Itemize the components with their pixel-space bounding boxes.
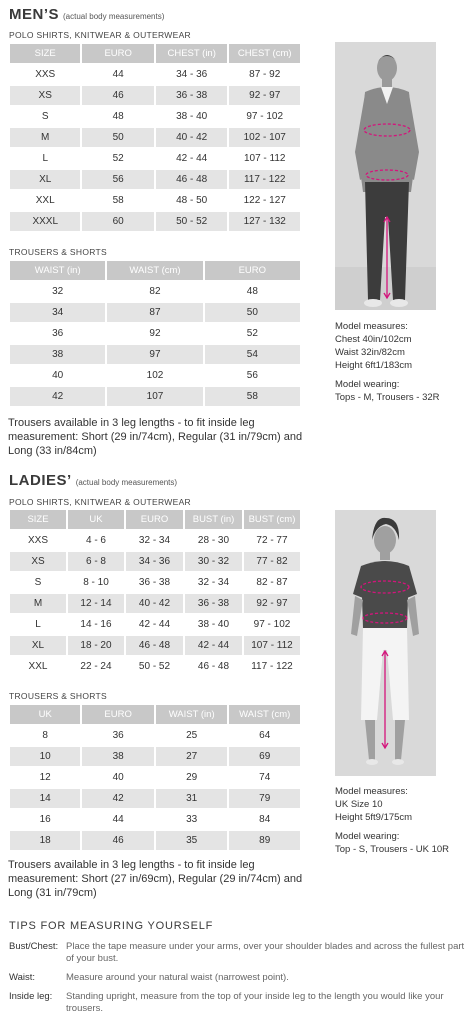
tip-label: Waist: — [9, 972, 36, 983]
tip-text: Standing upright, measure from the top of your inside leg to the length you would like your trousers. — [66, 991, 444, 1014]
table-cell: 27 — [156, 747, 228, 766]
ladies-model-measures-title: Model measures: — [335, 786, 408, 797]
table-cell: 46 — [82, 831, 154, 850]
table-cell: 38 — [10, 345, 105, 364]
table-cell: 58 — [205, 387, 300, 406]
table-cell: 82 — [149, 286, 161, 297]
table-row — [10, 324, 300, 343]
table-cell: 122 - 127 — [243, 195, 286, 206]
table-cell: 32 - 34 — [197, 577, 230, 588]
table-cell: 107 — [107, 387, 202, 406]
table-header-row — [10, 510, 300, 529]
table-cell: 46 - 48 — [197, 661, 230, 672]
mens-tops-table — [8, 42, 302, 233]
table-cell: 40 - 42 — [156, 128, 228, 147]
table-cell: 28 - 30 — [197, 535, 230, 546]
ladies-model-measure-size: UK Size 10 — [335, 799, 383, 810]
table-cell: 46 - 48 — [126, 636, 183, 655]
table-cell: 48 — [112, 111, 124, 122]
table-cell: 50 — [82, 128, 153, 147]
ladies-subtitle: (actual body measurements) — [75, 478, 178, 487]
table-row — [10, 107, 300, 126]
column-header: WAIST (in) — [156, 705, 228, 724]
table-cell: 56 — [246, 370, 258, 381]
table-cell: 97 — [107, 345, 202, 364]
mens-model-wearing-title: Model wearing: — [335, 379, 400, 390]
table-cell: 4 - 6 — [85, 535, 106, 546]
mens-model-measure-chest: Chest 40in/102cm — [335, 334, 412, 345]
table-cell: 42 — [82, 789, 154, 808]
table-cell: S — [34, 577, 42, 588]
table-cell: 44 — [112, 69, 124, 80]
mens-trousers-table — [8, 259, 302, 408]
table-cell: 56 — [82, 170, 153, 189]
table-cell: 29 — [186, 772, 198, 783]
table-row — [10, 747, 300, 766]
table-cell: 18 — [10, 831, 80, 850]
table-cell: 38 — [82, 747, 154, 766]
tips-title: TIPS FOR MEASURING YOURSELF — [9, 920, 214, 932]
table-cell: 40 — [112, 772, 124, 783]
table-row — [10, 789, 300, 808]
table-row — [10, 191, 300, 210]
mens-subtitle: (actual body measurements) — [63, 12, 165, 21]
table-cell: M — [10, 128, 80, 147]
table-cell: 102 - 107 — [229, 128, 300, 147]
table-cell: 82 - 87 — [256, 577, 288, 588]
table-row — [10, 345, 300, 364]
table-row — [10, 149, 300, 168]
tip-inside-leg — [9, 991, 467, 1015]
table-cell: XXS — [35, 69, 56, 80]
table-cell: 77 - 82 — [244, 552, 300, 571]
table-cell: 34 - 36 — [176, 69, 208, 80]
table-cell: 35 — [156, 831, 228, 850]
table-row — [10, 768, 300, 787]
table-cell: 42 — [10, 387, 105, 406]
mens-trousers-heading: TROUSERS & SHORTS — [9, 247, 107, 257]
table-cell: 36 - 38 — [138, 577, 171, 588]
column-header: EURO — [205, 261, 300, 280]
table-header-row — [10, 705, 300, 724]
mens-title: MEN’S (actual body measurements) — [9, 6, 165, 23]
ladies-model-figure — [335, 510, 436, 776]
table-cell: 72 - 77 — [256, 535, 288, 546]
column-header: WAIST (cm) — [107, 261, 202, 280]
table-row — [10, 366, 300, 385]
tip-label: Bust/Chest: — [9, 941, 59, 952]
table-cell: 14 - 16 — [80, 619, 112, 630]
table-cell: 38 - 40 — [197, 619, 230, 630]
table-row — [10, 282, 300, 301]
table-cell: 58 — [112, 195, 124, 206]
table-row — [10, 86, 300, 105]
table-header-row — [10, 44, 300, 63]
table-cell: 36 - 38 — [185, 594, 242, 613]
table-header-row — [10, 261, 300, 280]
table-cell: 12 - 14 — [68, 594, 124, 613]
tip-text: Place the tape measure under your arms, over your shoulder blades and across the fullest part of your bust. — [66, 941, 465, 964]
column-header: UK — [68, 510, 124, 529]
table-cell: 40 — [52, 370, 64, 381]
table-cell: XS — [10, 552, 66, 571]
table-cell: 10 — [10, 747, 80, 766]
table-cell: XL — [10, 170, 80, 189]
table-cell: 69 — [229, 747, 300, 766]
table-cell: 46 - 48 — [156, 170, 228, 189]
table-cell: 8 — [42, 730, 48, 741]
table-cell: 107 - 112 — [243, 153, 286, 164]
table-cell: 44 — [112, 814, 124, 825]
table-cell: 32 — [52, 286, 64, 297]
mens-model-measure-height: Height 6ft1/183cm — [335, 360, 413, 371]
ladies-trousers-note: Trousers available in 3 leg lengths - to fit inside leg measurement: Short (27 in/69cm), Regular (29 in/74cm) and Long (31 in/79cm) — [8, 859, 303, 899]
table-cell: 33 — [186, 814, 198, 825]
table-row — [10, 594, 300, 613]
column-header: EURO — [82, 44, 153, 63]
table-row — [10, 170, 300, 189]
table-row — [10, 615, 300, 634]
ladies-model-wearing: Top - S, Trousers - UK 10R — [335, 844, 450, 855]
mens-model-measure-waist: Waist 32in/82cm — [335, 347, 405, 358]
table-cell: 50 - 52 — [156, 212, 228, 231]
table-cell: XXS — [27, 535, 48, 546]
mens-model-measures-title: Model measures: — [335, 321, 408, 332]
column-header: UK — [10, 705, 80, 724]
table-row — [10, 212, 300, 231]
table-cell: L — [42, 153, 48, 164]
table-cell: 22 - 24 — [80, 661, 112, 672]
ladies-tops-table — [8, 508, 302, 678]
table-cell: 48 - 50 — [176, 195, 208, 206]
table-cell: 54 — [205, 345, 300, 364]
table-cell: 52 — [246, 328, 258, 339]
ladies-model-photo — [335, 510, 436, 776]
ladies-title: LADIES’ (actual body measurements) — [9, 472, 178, 489]
table-cell: 32 - 34 — [138, 535, 171, 546]
table-cell: 16 — [39, 814, 51, 825]
table-cell: 60 — [82, 212, 153, 231]
table-cell: 14 — [10, 789, 80, 808]
table-cell: 42 - 44 — [138, 619, 171, 630]
table-cell: 18 - 20 — [68, 636, 124, 655]
table-row — [10, 303, 300, 322]
table-cell: 48 — [246, 286, 258, 297]
table-cell: 38 - 40 — [176, 111, 208, 122]
table-cell: 42 - 44 — [185, 636, 242, 655]
table-cell: XXXL — [10, 212, 80, 231]
table-cell: XL — [10, 636, 66, 655]
mens-model-info — [335, 320, 440, 404]
table-row — [10, 387, 300, 406]
table-cell: 107 - 112 — [244, 636, 300, 655]
table-cell: 34 - 36 — [126, 552, 183, 571]
mens-tops-heading: POLO SHIRTS, KNITWEAR & OUTERWEAR — [9, 30, 191, 40]
table-cell: 87 — [107, 303, 202, 322]
column-header: CHEST (in) — [156, 44, 228, 63]
table-cell: XXL — [35, 195, 55, 206]
table-cell: 25 — [186, 730, 198, 741]
table-cell: 36 — [112, 730, 124, 741]
ladies-tops-heading: POLO SHIRTS, KNITWEAR & OUTERWEAR — [9, 497, 191, 507]
table-row — [10, 552, 300, 571]
ladies-trousers-heading: TROUSERS & SHORTS — [9, 691, 107, 701]
table-row — [10, 636, 300, 655]
table-cell: 79 — [229, 789, 300, 808]
mens-model-figure — [335, 42, 436, 310]
table-cell: 31 — [156, 789, 228, 808]
table-cell: 50 - 52 — [138, 661, 171, 672]
table-cell: M — [10, 594, 66, 613]
column-header: WAIST (cm) — [229, 705, 300, 724]
column-header: WAIST (in) — [10, 261, 105, 280]
table-row — [10, 573, 300, 592]
column-header: SIZE — [10, 510, 66, 529]
table-cell: 64 — [259, 730, 271, 741]
table-cell: 97 - 102 — [246, 111, 284, 122]
table-cell: 30 - 32 — [185, 552, 242, 571]
ladies-model-info — [335, 785, 449, 856]
tip-bust-chest — [9, 941, 467, 965]
tip-waist — [9, 972, 467, 984]
column-header: BUST (in) — [185, 510, 242, 529]
table-cell: L — [35, 619, 41, 630]
table-cell: XXL — [28, 661, 48, 672]
table-cell: 36 - 38 — [156, 86, 228, 105]
table-cell: S — [41, 111, 49, 122]
table-row — [10, 128, 300, 147]
table-cell: 42 - 44 — [176, 153, 208, 164]
table-cell: 8 - 10 — [83, 577, 109, 588]
table-cell: 127 - 132 — [229, 212, 300, 231]
mens-model-photo — [335, 42, 436, 310]
table-row — [10, 531, 300, 550]
table-cell: 92 - 97 — [229, 86, 300, 105]
table-cell: 102 — [146, 370, 164, 381]
table-row — [10, 831, 300, 850]
table-cell: 97 - 102 — [253, 619, 291, 630]
table-row — [10, 810, 300, 829]
table-cell: 87 - 92 — [249, 69, 281, 80]
column-header: CHEST (cm) — [229, 44, 300, 63]
table-row — [10, 657, 300, 676]
column-header: EURO — [82, 705, 154, 724]
ladies-trousers-table — [8, 703, 302, 852]
table-cell: 92 - 97 — [244, 594, 300, 613]
column-header: EURO — [126, 510, 183, 529]
table-cell: 40 - 42 — [126, 594, 183, 613]
table-row — [10, 65, 300, 84]
mens-model-wearing: Tops - M, Trousers - 32R — [335, 392, 440, 403]
table-cell: 6 - 8 — [68, 552, 124, 571]
ladies-model-wearing-title: Model wearing: — [335, 831, 400, 842]
table-cell: 36 — [52, 328, 64, 339]
table-cell: 92 — [149, 328, 161, 339]
column-header: SIZE — [10, 44, 80, 63]
table-cell: 12 — [39, 772, 51, 783]
table-cell: XS — [10, 86, 80, 105]
table-cell: 117 - 122 — [229, 170, 300, 189]
table-cell: 74 — [259, 772, 271, 783]
table-cell: 46 — [82, 86, 153, 105]
tip-text: Measure around your natural waist (narrowest point). — [66, 972, 289, 983]
ladies-model-measure-height: Height 5ft9/175cm — [335, 812, 413, 823]
column-header: BUST (cm) — [244, 510, 300, 529]
table-cell: 84 — [259, 814, 271, 825]
table-cell: 52 — [112, 153, 124, 164]
table-cell: 34 — [10, 303, 105, 322]
table-cell: 117 - 122 — [251, 661, 293, 672]
table-cell: 89 — [229, 831, 300, 850]
table-cell: 50 — [205, 303, 300, 322]
tip-label: Inside leg: — [9, 991, 53, 1002]
table-row — [10, 726, 300, 745]
mens-trousers-note: Trousers available in 3 leg lengths - to fit inside leg measurement: Short (29 in/74cm), Regular (31 in/79cm) and Long (33 in/84cm) — [8, 417, 303, 457]
